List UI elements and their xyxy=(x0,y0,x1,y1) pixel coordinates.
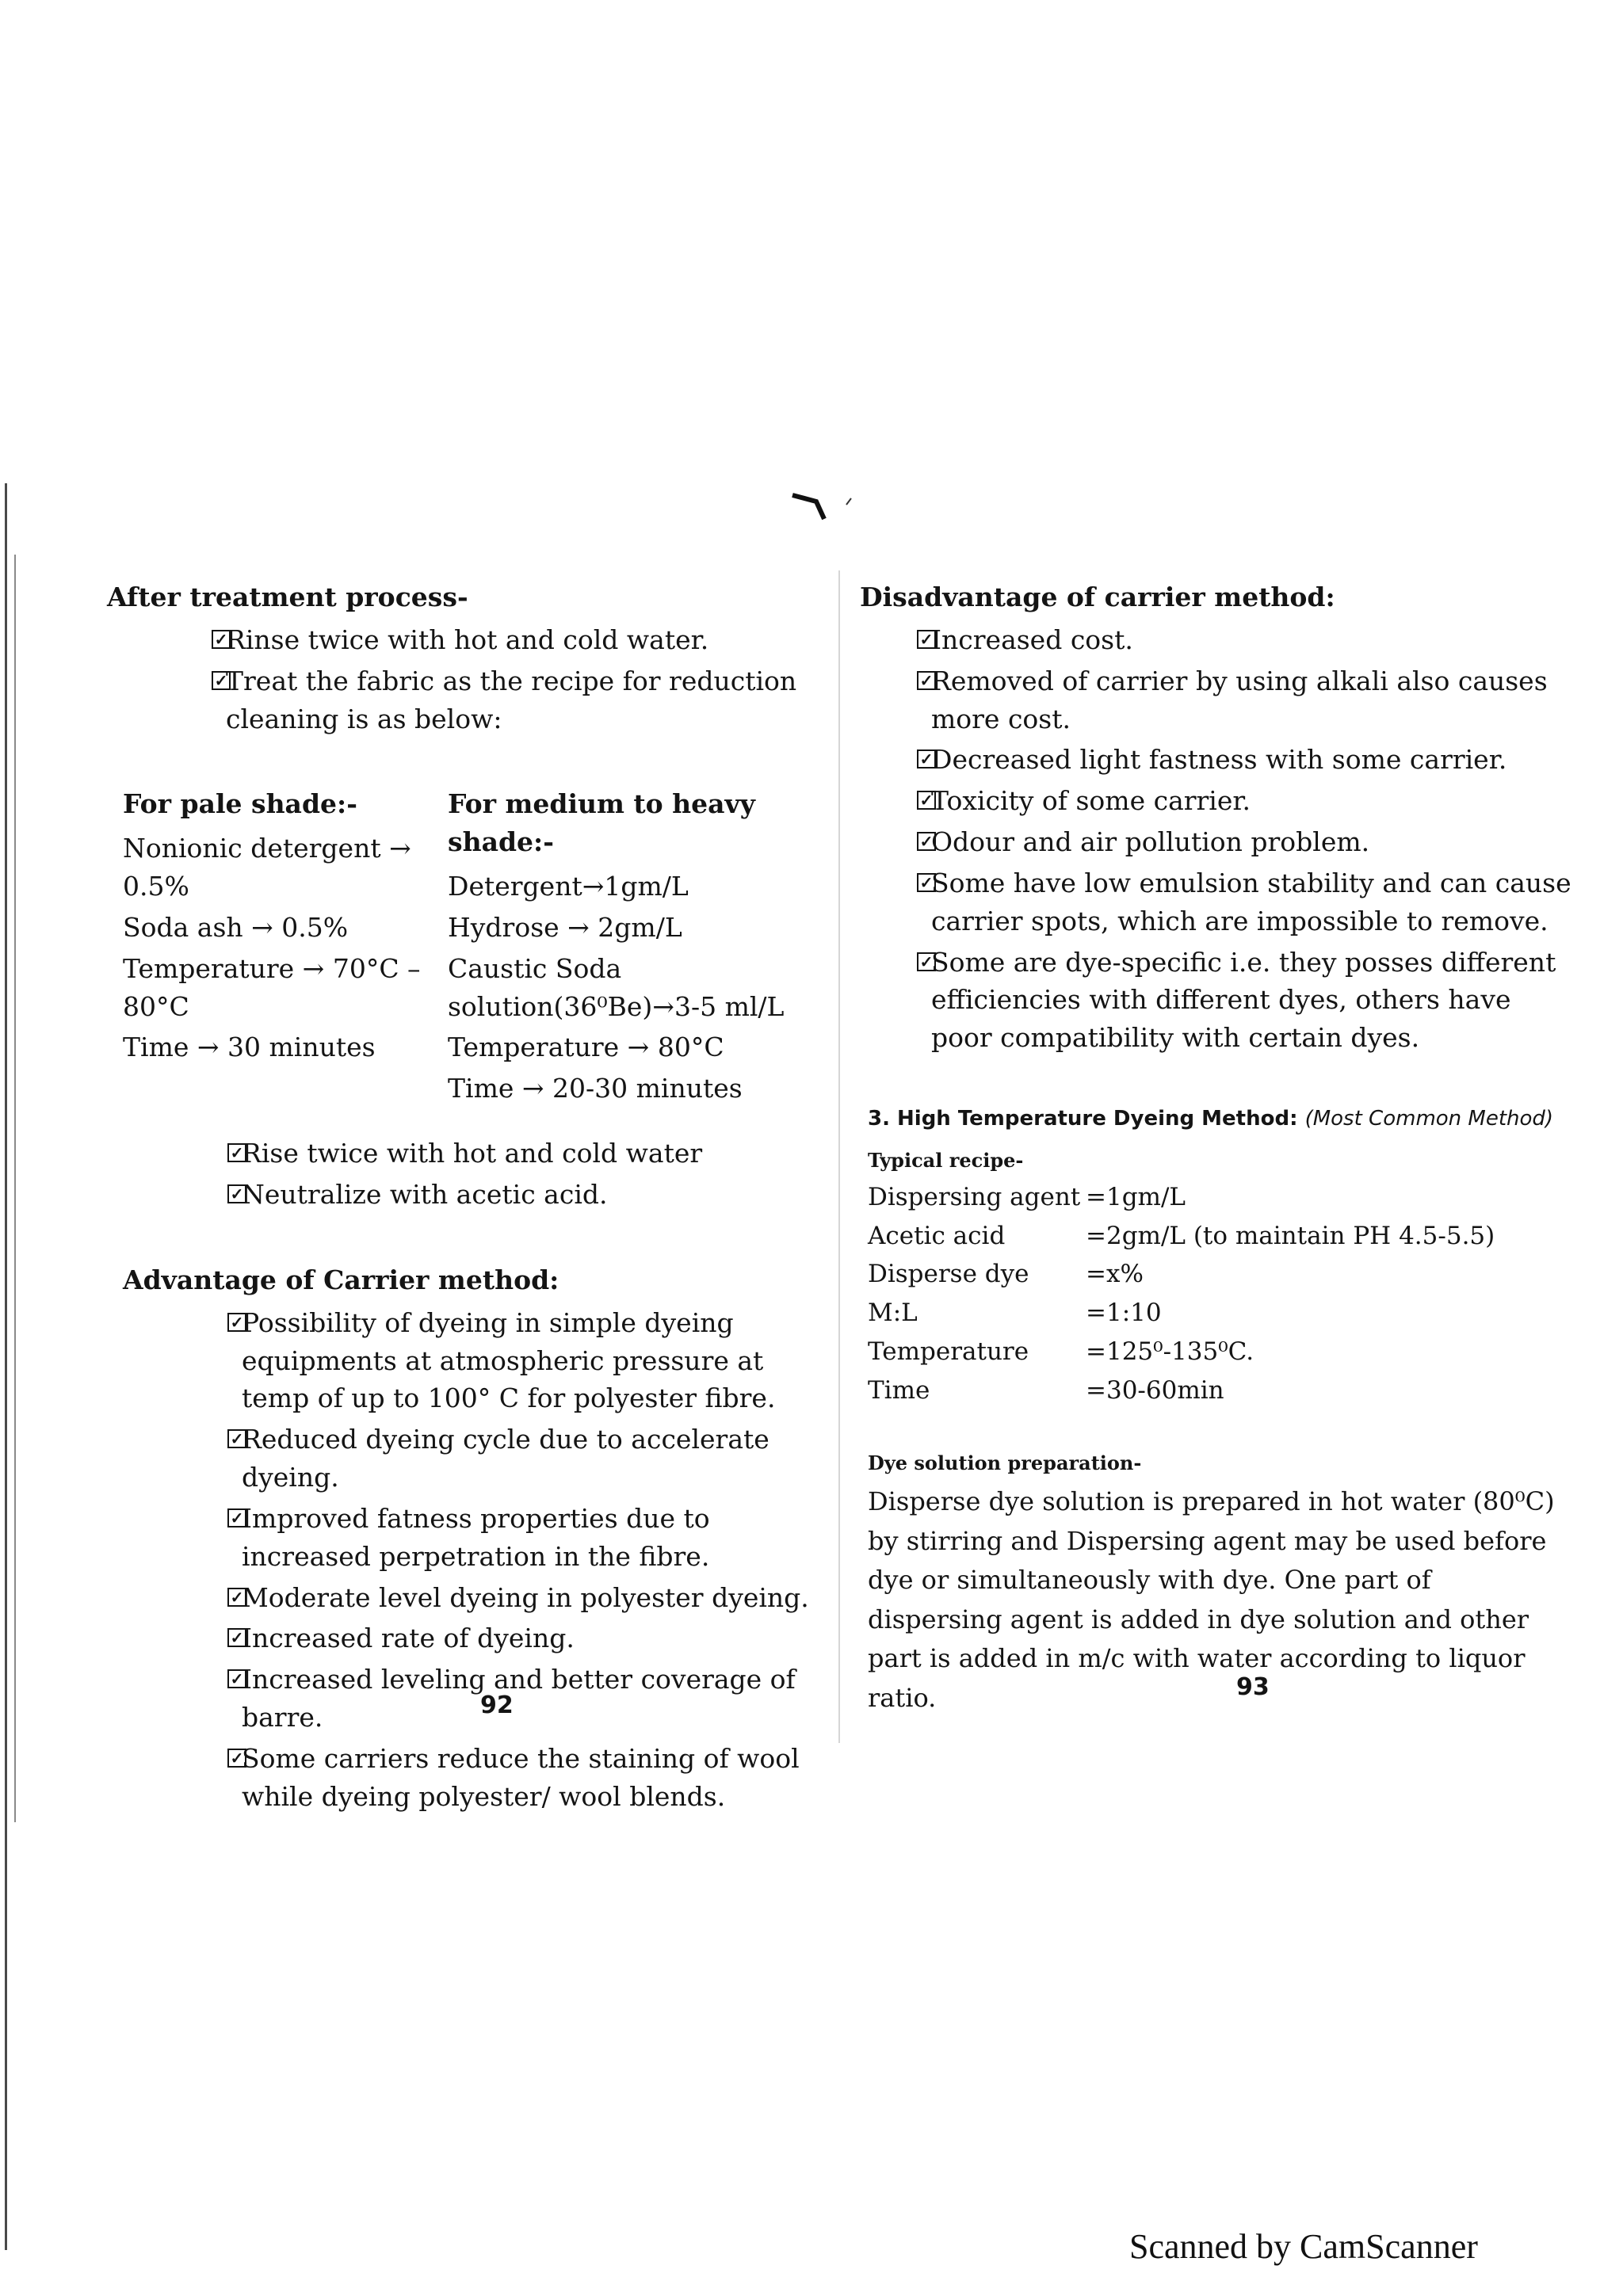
recipe-line: Time → 30 minutes xyxy=(123,1032,376,1063)
checkbox-icon: ✓ xyxy=(212,671,231,690)
list-item-text: Reduced dyeing cycle due to accelerate dyeing. xyxy=(242,1424,769,1493)
table-row xyxy=(868,1255,1495,1294)
list-item xyxy=(186,1421,824,1497)
list-item-text: Decreased light fastness with some carrier. xyxy=(931,744,1507,776)
medium-shade-title: For medium to heavy shade:- xyxy=(448,788,755,858)
checkbox-icon: ✓ xyxy=(227,1143,246,1162)
high-temperature-method-title xyxy=(868,1104,1573,1135)
list-item xyxy=(876,741,1573,779)
recipe-line: Temperature → 80°C xyxy=(448,1032,724,1063)
disadvantage-heading: Disadvantage of carrier method: xyxy=(860,582,1335,612)
method-title-text: 3. High Temperature Dyeing Method: xyxy=(868,1107,1298,1131)
list-item-text: Treat the fabric as the recipe for reduction cleaning is as below: xyxy=(226,665,797,734)
recipe-line: Temperature → 70°C – 80°C xyxy=(123,952,421,1022)
checkbox-icon: ✓ xyxy=(227,1669,246,1688)
book-gutter-line xyxy=(838,570,840,1743)
list-item xyxy=(186,1579,824,1617)
recipe-value: =1:10 xyxy=(1086,1299,1162,1328)
checkbox-icon: ✓ xyxy=(917,791,936,810)
list-item xyxy=(186,1304,824,1418)
list-item-text: Some carriers reduce the staining of wool while dyeing polyester/ wool blends. xyxy=(242,1742,800,1812)
recipe-item: M:L xyxy=(868,1299,918,1328)
after-treatment-list xyxy=(170,621,824,738)
list-item xyxy=(186,1176,824,1214)
recipe-item: Dispersing agent xyxy=(868,1182,1081,1211)
list-item-text: Moderate level dyeing in polyester dyeing. xyxy=(242,1581,809,1613)
recipe-value: =2gm/L (to maintain PH 4.5-5.5) xyxy=(1086,1221,1495,1250)
checkbox-icon: ✓ xyxy=(227,1429,246,1448)
list-item-text: Removed of carrier by using alkali also causes more cost. xyxy=(931,665,1548,734)
list-item-text: Some are dye-specific i.e. they posses different efficiencies with different dyes, others have poor compatibility with certain dyes. xyxy=(931,946,1556,1054)
advantage-list xyxy=(186,1304,824,1816)
list-item-text: Increased leveling and better coverage of barre. xyxy=(242,1664,796,1733)
table-row xyxy=(868,1217,1495,1256)
checkbox-icon: ✓ xyxy=(917,952,936,971)
list-item xyxy=(876,621,1573,659)
recipe-value: =30-60min xyxy=(1086,1376,1224,1405)
checkbox-icon: ✓ xyxy=(917,671,936,690)
checkbox-icon: ✓ xyxy=(227,1628,246,1647)
typical-recipe-table xyxy=(868,1178,1495,1411)
table-row xyxy=(868,1178,1495,1217)
recipe-value: =125⁰-135⁰C. xyxy=(1086,1337,1254,1367)
list-item xyxy=(186,1740,824,1816)
after-treatment-heading: After treatment process- xyxy=(107,582,468,612)
list-item-text: Increased rate of dyeing. xyxy=(242,1623,575,1654)
pale-shade-title: For pale shade:- xyxy=(123,788,357,820)
recipe-item: Disperse dye xyxy=(868,1260,1029,1289)
table-row xyxy=(868,1333,1495,1371)
typical-recipe-title: Typical recipe- xyxy=(868,1148,1024,1172)
recipe-value: =x% xyxy=(1086,1260,1144,1289)
list-item xyxy=(186,1135,824,1173)
checkbox-icon: ✓ xyxy=(917,749,936,769)
list-item xyxy=(170,662,824,738)
recipe-item: Temperature xyxy=(868,1337,1029,1367)
recipe-line: Caustic Soda solution(36⁰Be)→3-5 ml/L xyxy=(448,952,785,1022)
recipe-line: Hydrose → 2gm/L xyxy=(448,911,682,943)
checkbox-icon: ✓ xyxy=(227,1313,246,1332)
list-item xyxy=(876,864,1573,940)
recipe-item: Acetic acid xyxy=(868,1221,1006,1250)
list-item-text: Rise twice with hot and cold water xyxy=(242,1138,703,1169)
checkbox-icon: ✓ xyxy=(917,630,936,649)
disadvantage-list xyxy=(876,621,1573,1057)
checkbox-icon: ✓ xyxy=(227,1508,246,1527)
table-row xyxy=(868,1294,1495,1333)
list-item xyxy=(876,823,1573,861)
list-item-text: Toxicity of some carrier. xyxy=(931,785,1251,817)
list-item xyxy=(186,1619,824,1657)
dye-solution-paragraph: Disperse dye solution is prepared in hot water (80⁰C) by stirring and Dispersing agent may be used before dye or simultaneously with dye. One part of dispersing agent is added in dye solution and other part is added in m/c with water according to liquor ratio. xyxy=(868,1486,1555,1713)
scan-edge-line xyxy=(14,555,16,1822)
camscanner-watermark: Scanned by CamScanner xyxy=(1129,2227,1478,2266)
after-recipe-list xyxy=(186,1135,824,1214)
checkbox-icon: ✓ xyxy=(227,1749,246,1768)
recipe-line: Detergent→1gm/L xyxy=(448,871,689,902)
page-corner-mark xyxy=(785,487,880,535)
right-page xyxy=(860,578,1573,1718)
advantage-heading: Advantage of Carrier method: xyxy=(123,1264,559,1295)
list-item-text: Possibility of dyeing in simple dyeing equipments at atmospheric pressure at temp of up to 100° C for polyester fibre. xyxy=(242,1306,776,1414)
list-item-text: Odour and air pollution problem. xyxy=(931,826,1370,858)
list-item xyxy=(876,782,1573,820)
list-item-text: Rinse twice with hot and cold water. xyxy=(226,624,709,655)
reduction-cleaning-recipes xyxy=(123,785,824,1111)
list-item-text: Increased cost. xyxy=(931,624,1133,655)
pale-shade-column xyxy=(123,785,440,1111)
medium-shade-column xyxy=(448,785,820,1111)
recipe-line: Nonionic detergent → 0.5% xyxy=(123,833,411,902)
list-item xyxy=(876,944,1573,1058)
dye-solution-title: Dye solution preparation- xyxy=(868,1451,1142,1475)
list-item xyxy=(170,621,824,659)
recipe-line: Soda ash → 0.5% xyxy=(123,911,349,943)
checkbox-icon: ✓ xyxy=(917,873,936,892)
page-number-left: 92 xyxy=(480,1691,514,1719)
recipe-item: Time xyxy=(868,1376,930,1405)
checkbox-icon: ✓ xyxy=(227,1184,246,1203)
recipe-value: =1gm/L xyxy=(1086,1182,1186,1211)
recipe-line: Time → 20-30 minutes xyxy=(448,1073,743,1104)
list-item-text: Improved fatness properties due to increased perpetration in the fibre. xyxy=(242,1502,710,1572)
list-item-text: Some have low emulsion stability and can cause carrier spots, which are impossible to remove. xyxy=(931,867,1571,936)
list-item-text: Neutralize with acetic acid. xyxy=(242,1178,608,1210)
scan-edge-line xyxy=(5,483,7,2250)
page-number-right: 93 xyxy=(1236,1673,1270,1701)
checkbox-icon: ✓ xyxy=(917,832,936,851)
left-page xyxy=(107,578,824,1819)
list-item xyxy=(876,662,1573,738)
table-row xyxy=(868,1371,1495,1410)
checkbox-icon: ✓ xyxy=(227,1588,246,1607)
list-item xyxy=(186,1500,824,1576)
checkbox-icon: ✓ xyxy=(212,630,231,649)
method-title-note: (Most Common Method) xyxy=(1304,1107,1554,1131)
